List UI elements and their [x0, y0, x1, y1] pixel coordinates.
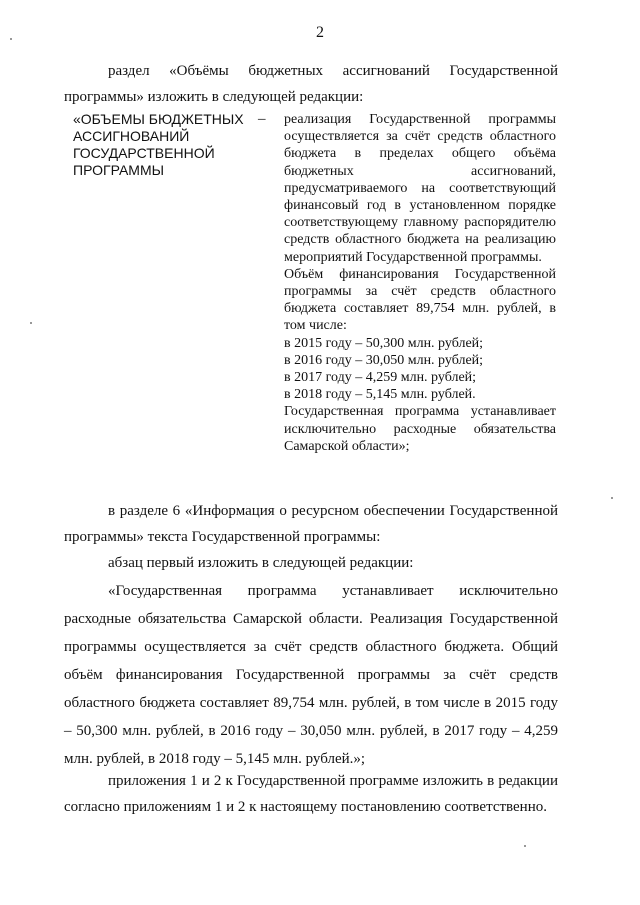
page-number: 2: [316, 24, 324, 41]
right-cell-paragraph: Объём финансирования Государственной программы за счёт средств областного бюджета составляет 89,754 млн. рублей, в том числе:: [284, 266, 556, 334]
section6-paragraph: в разделе 6 «Информация о ресурсном обеспечении Государственной программы» текста Государственной программы:: [64, 503, 558, 545]
scan-speck: [524, 845, 526, 847]
right-cell-paragraph: Государственная программа устанавливает исключительно расходные обязательства Самарской области»;: [284, 404, 556, 454]
quote-paragraph: «Государственная программа устанавливает исключительно расходные обязательства Самарской области. Реализация Государственной программы осуществляется за счёт средств областного бюджета. Общий объём финансирования Государственной программы за счёт средств областного бюджета составляет 89,754 млн. рублей, в том числе в 2015 году – 50,300 млн. рублей, в 2016 году – 30,050 млн. рублей, в 2017 году – 4,259 млн. рублей, в 2018 году – 5,145 млн. рублей.»;: [64, 583, 558, 767]
table-dash: –: [258, 111, 266, 127]
table-left-cell: «ОБЪЕМЫ БЮДЖЕТНЫХ АССИГНОВАНИЙ ГОСУДАРСТВЕННОЙ ПРОГРАММЫ: [73, 111, 244, 178]
scan-speck: [30, 322, 32, 324]
scan-speck: [10, 38, 12, 40]
appendix-paragraph: приложения 1 и 2 к Государственной программе изложить в редакции согласно приложениям 1 и 2 к настоящему постановлению соответственно.: [64, 773, 558, 815]
table-right-cell: [284, 111, 556, 455]
scan-speck: [611, 497, 613, 499]
right-cell-line: в 2016 году – 30,050 млн. рублей;: [284, 352, 484, 368]
right-cell-line: в 2015 году – 50,300 млн. рублей;: [284, 335, 484, 351]
right-cell-line: в 2017 году – 4,259 млн. рублей;: [284, 370, 477, 386]
abzac-paragraph: абзац первый изложить в следующей редакции:: [108, 555, 414, 571]
intro-paragraph: раздел «Объёмы бюджетных ассигнований Государственной программы» изложить в следующей редакции:: [64, 63, 558, 105]
right-cell-paragraph: реализация Государственной программы осуществляется за счёт средств областного бюджета в пределах общего объёма бюджетных ассигнований, предусматриваемого на соответствующий финансовый год в установленном порядке соответствующему главному распорядителю средств областного бюджета на реализацию мероприятий Государственной программы.: [284, 112, 556, 265]
right-cell-line: в 2018 году – 5,145 млн. рублей.: [284, 387, 476, 403]
